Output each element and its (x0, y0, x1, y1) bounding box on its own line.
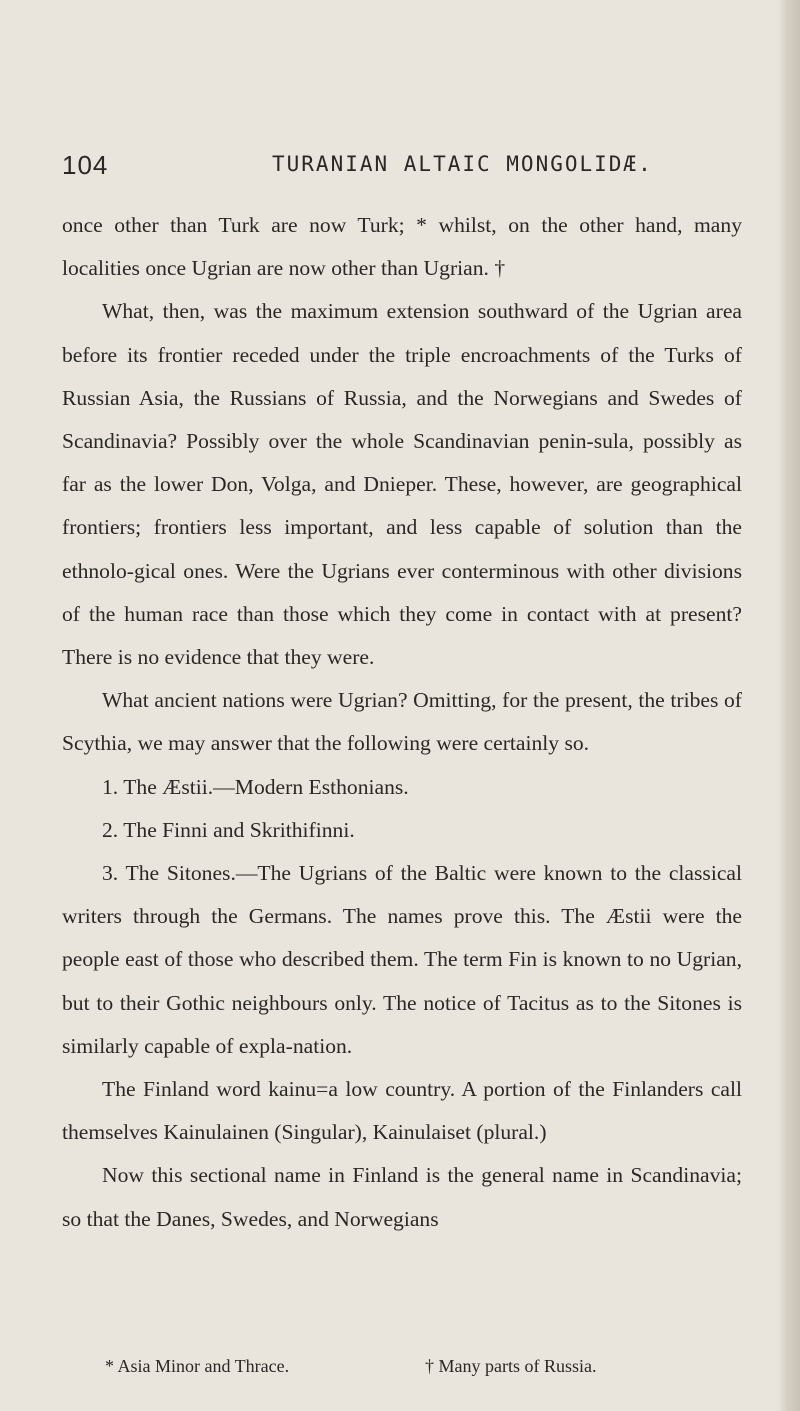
running-title: TURANIAN ALTAIC MONGOLIDÆ. (272, 152, 653, 176)
page-number: 104 (62, 150, 109, 180)
paragraph-sectional-name: Now this sectional name in Finland is the general name in Scandinavia; so that the Danes, Swedes, and Norwegians (62, 1163, 742, 1231)
list-item-finni: 2. The Finni and Skrithifinni. (102, 817, 355, 842)
paragraph-continuation: once other than Turk are now Turk; * whilst, on the other hand, many localities once Ugrian are now other than Ugrian. † (62, 213, 742, 281)
footnote-asia-minor: * Asia Minor and Thrace. (105, 1356, 290, 1376)
footnotes (105, 1356, 745, 1386)
page-edge-shadow (778, 0, 800, 1411)
paragraph-maximum-extension: What, then, was the maximum extension southward of the Ugrian area before its frontier receded under the triple encroachments of the Turks of Russian Asia, the Russians of Russia, and the Norwegians and Swedes of Scandinavia? Possibly over the whole Scandinavian penin-sula, possibly as far as the lower Don, Volga, and Dnieper. These, however, are geographical frontiers; frontiers less important, and less capable of solution than the ethnolo-gical ones. Were the Ugrians ever conterminous with other divisions of the human race than those which they come in contact with at present? There is no evidence that they were. (62, 299, 742, 670)
footnote-russia: † Many parts of Russia. (425, 1356, 597, 1376)
list-item-sitones: 3. The Sitones.—The Ugrians of the Baltic were known to the classical writers through the Germans. The names prove this. The Æstii were the people east of those who described them. The term Fin is known to no Ugrian, but to their Gothic neighbours only. The notice of Tacitus as to the Sitones is similarly capable of expla-nation. (62, 861, 742, 1058)
body-text (62, 204, 742, 1241)
running-head (62, 150, 742, 182)
paragraph-finland-word: The Finland word kainu=a low country. A portion of the Finlanders call themselves Kainulainen (Singular), Kainulaiset (plural.) (62, 1077, 742, 1145)
list-item-aestii: 1. The Æstii.—Modern Esthonians. (102, 774, 409, 799)
paragraph-ancient-nations: What ancient nations were Ugrian? Omitting, for the present, the tribes of Scythia, we may answer that the following were certainly so. (62, 688, 742, 756)
